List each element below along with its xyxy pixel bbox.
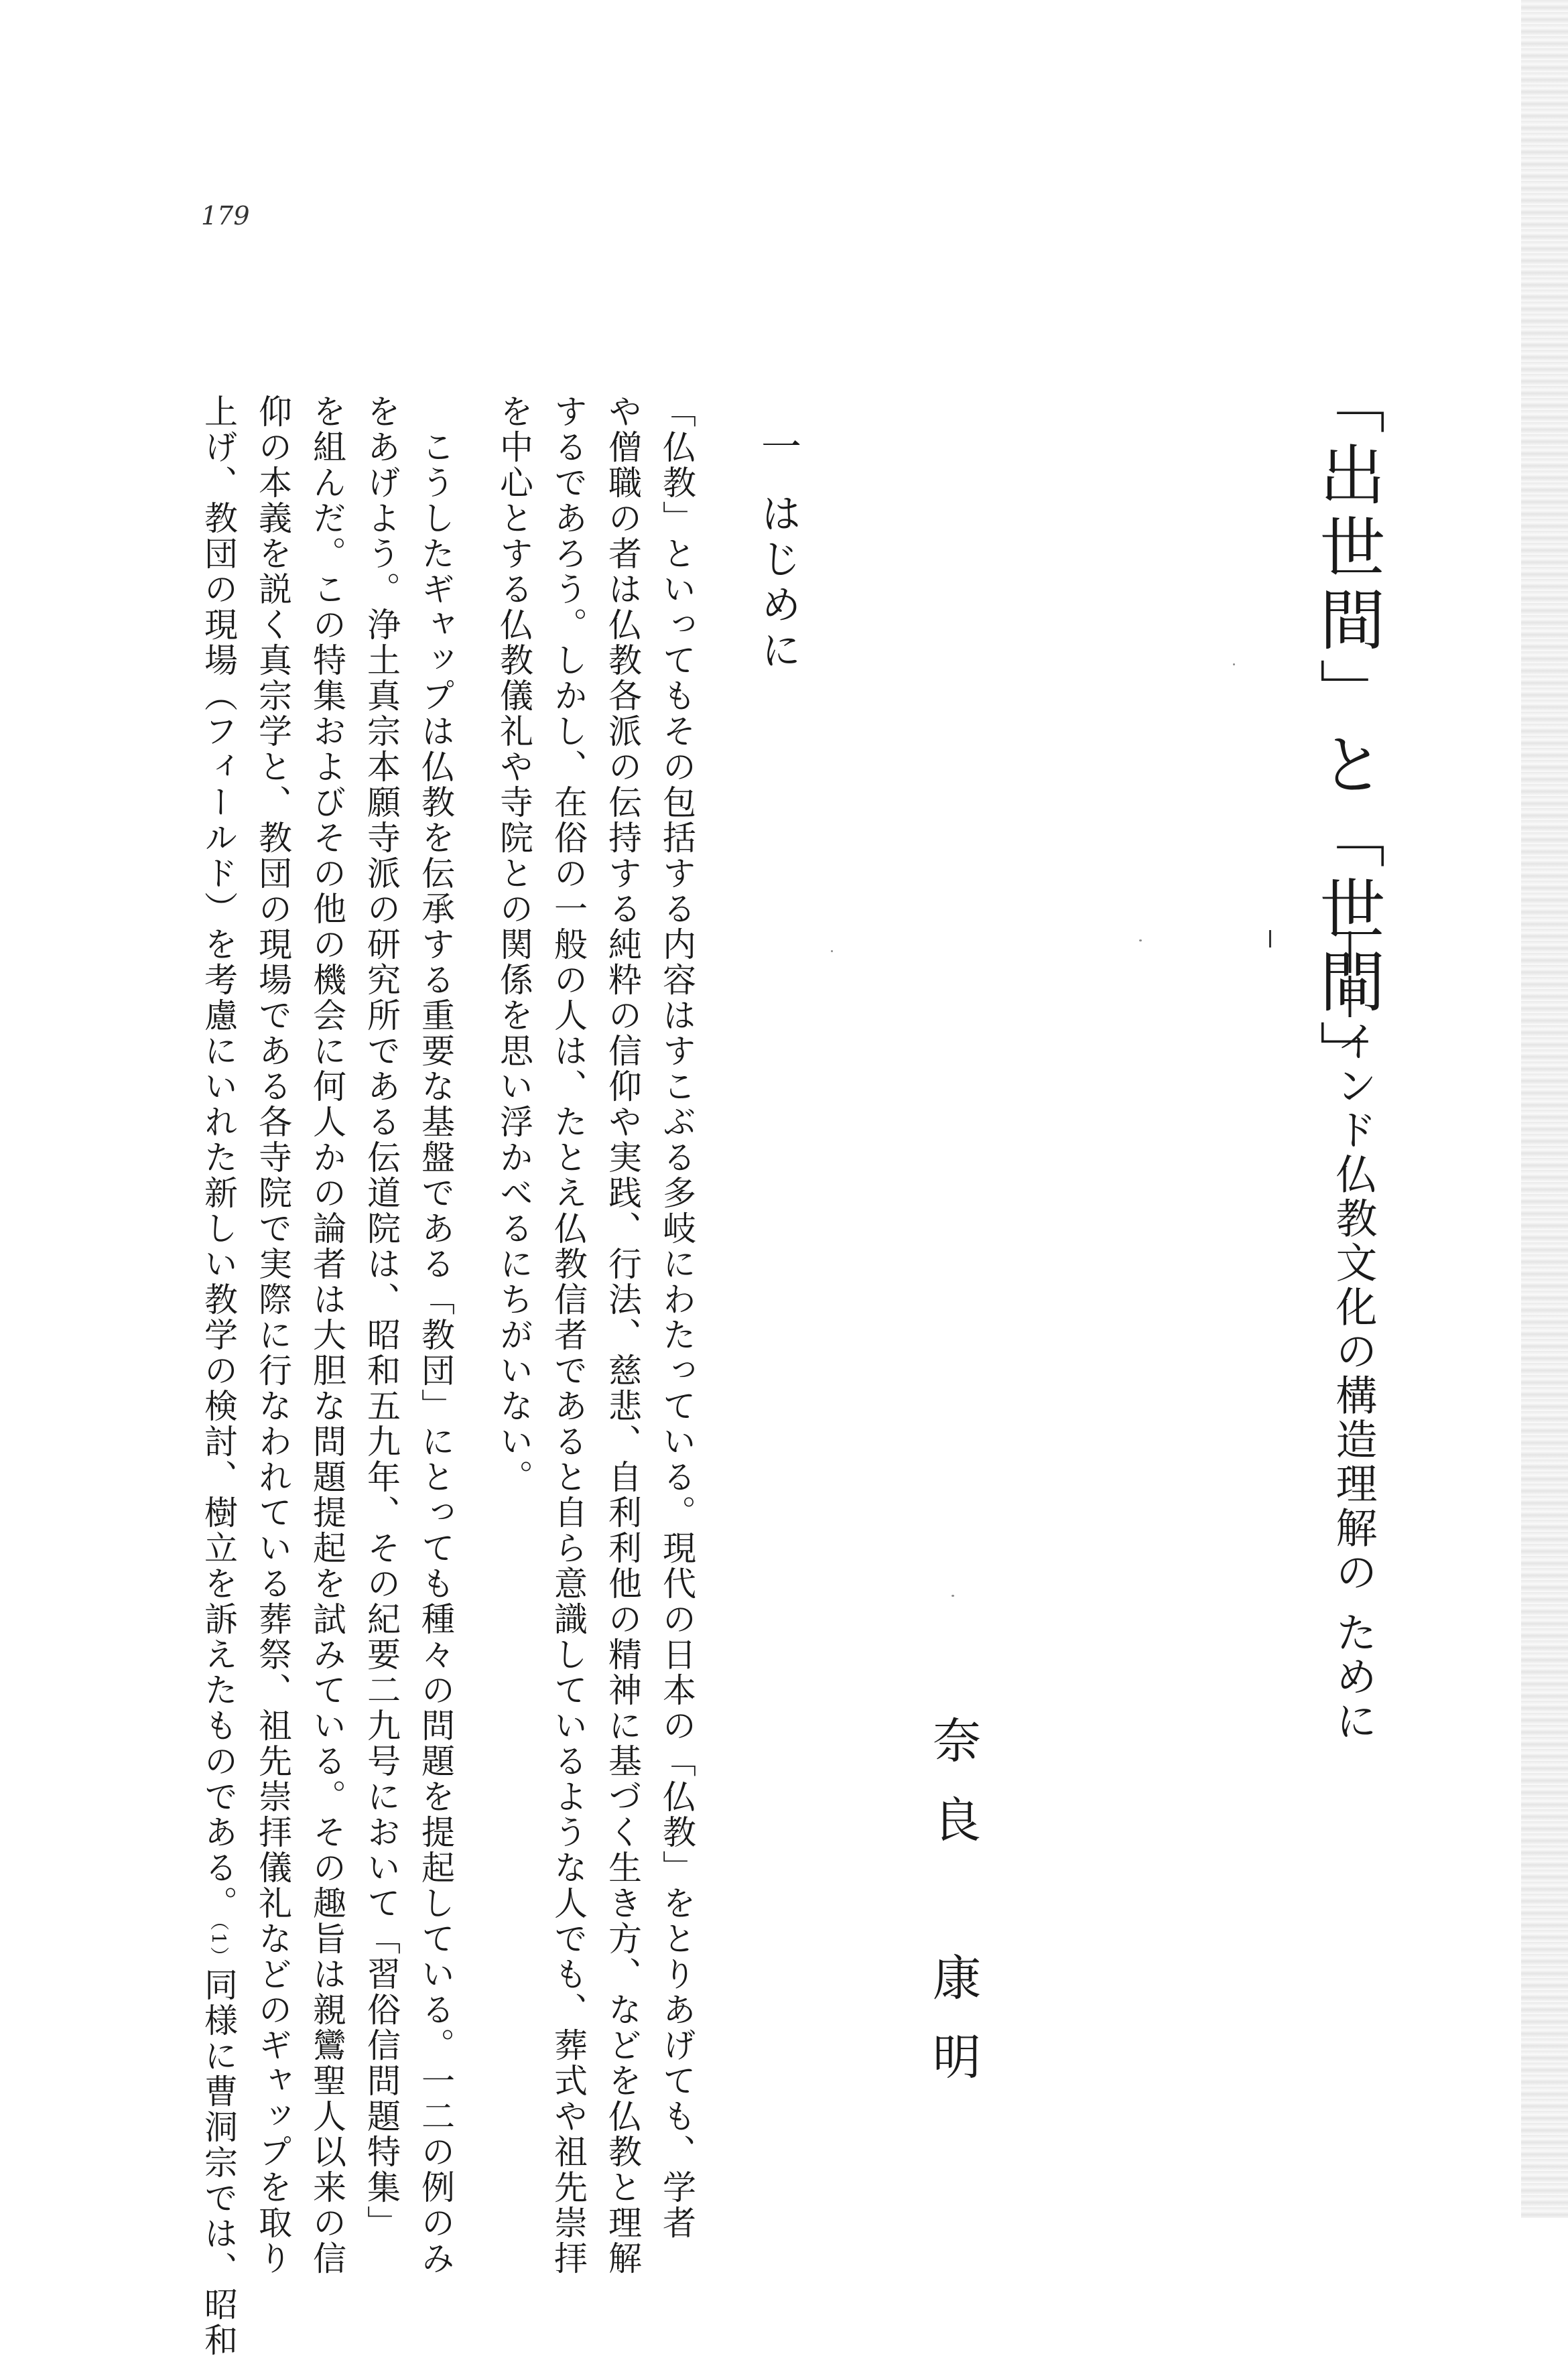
- section-number: 一: [755, 425, 801, 466]
- scan-speck: [831, 950, 833, 952]
- body-line: するであろう。しかし、在俗の一般の人は、たとえ仏教信者であると自ら意識しているような人でも、葬式や祖先崇拝: [549, 394, 588, 2276]
- body-line: 「仏教」といってもその包括する内容はすこぶる多岐にわたっている。現代の日本の「仏教」をとりあげても、学者: [657, 394, 696, 2241]
- body-line: を組んだ。この特集およびその他の機会に何人かの論者は大胆な問題提起を試みている。その趣旨は親鸞聖人以来の信: [308, 394, 346, 2276]
- article-title: 「出世間」と「世間」: [1309, 369, 1385, 1092]
- body-text: 同様に曹洞宗では、昭和: [199, 1967, 238, 2358]
- body-text: 上げ、教団の現場（フィールド）を考慮にいれた新しい教学の検討、樹立を訴えたものである。: [199, 394, 238, 1921]
- body-line: を中心とする仏教儀礼や寺院との関係を思い浮かべるにちがいない。: [495, 394, 533, 1495]
- scan-speck: [1233, 663, 1235, 665]
- author-name: 奈良 康明: [925, 1715, 981, 2111]
- section-title: はじめに: [755, 493, 801, 675]
- body-line-last: [199, 394, 238, 2358]
- scan-edge-artifact: [1521, 0, 1568, 2218]
- scan-speck: [952, 1595, 954, 1597]
- body-line: や僧職の者は仏教各派の伝持する純粋の信仰や実践、行法、慈悲、自利利他の精神に基づく生き方、などを仏教と理解: [603, 394, 642, 2276]
- scan-speck: [1139, 939, 1142, 941]
- page-number: 179: [201, 201, 250, 231]
- body-line: をあげよう。浄土真宗本願寺派の研究所である伝道院は、昭和五九年、その紀要二九号において「習俗信問題特集」: [362, 394, 401, 2241]
- footnote-reference: （1）: [208, 1921, 230, 1967]
- article-subtitle: ――インド仏教文化の構造理解の ために: [1329, 931, 1378, 1744]
- print-mark: [1269, 930, 1271, 947]
- body-line: 仰の本義を説く真宗学と、教団の現場である各寺院で実際に行なわれている葬祭、祖先崇拝儀礼などのギャップを取り: [253, 394, 292, 2276]
- body-line: こうしたギャップは仏教を伝承する重要な基盤である「教団」にとっても種々の問題を提起している。一二の例のみ: [416, 394, 455, 2276]
